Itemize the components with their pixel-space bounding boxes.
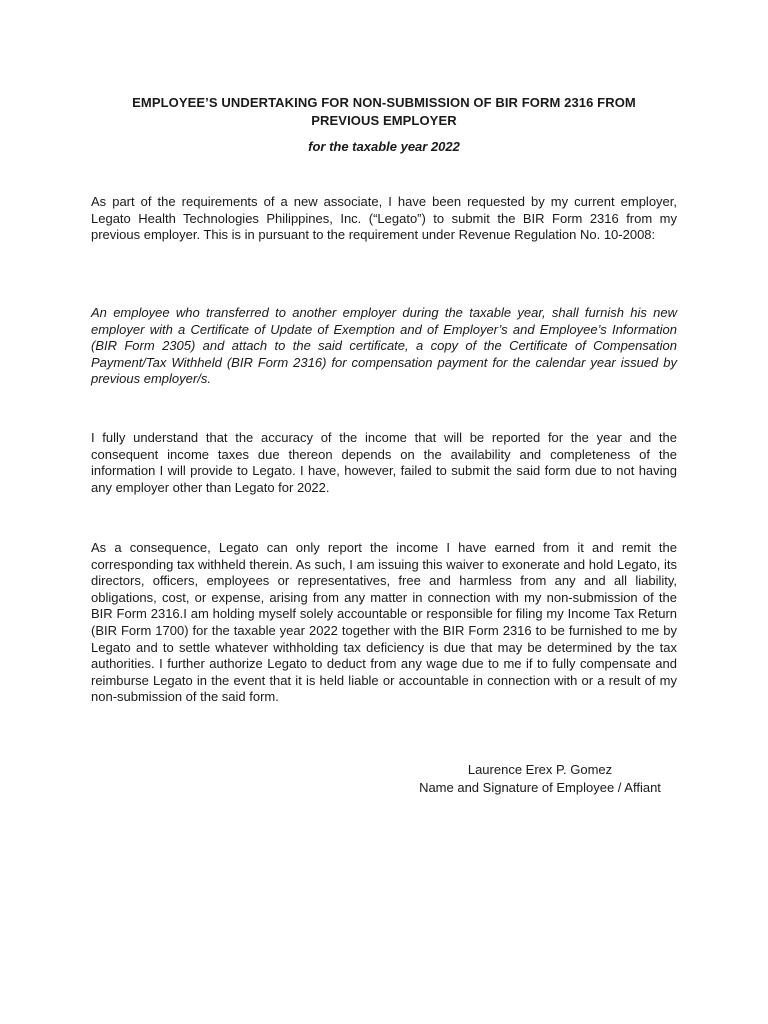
signatory-name: Laurence Erex P. Gomez bbox=[467, 762, 613, 777]
document-subtitle: for the taxable year 2022 bbox=[308, 139, 460, 154]
document-title: EMPLOYEE’S UNDERTAKING FOR NON-SUBMISSION OF BIR FORM 2316 FROM PREVIOUS EMPLOYER bbox=[132, 95, 636, 128]
signature-label: Name and Signature of Employee / Affiant bbox=[419, 780, 661, 795]
paragraph-request: As part of the requirements of a new associate, I have been requested by my current employer, Legato Health Technologies Philippines, Inc. (“Legato”) to submit the BIR Form 2316 from my previous employer. This is in pursuant to the requirement under Revenue Regulation No. 10-2008: bbox=[91, 194, 677, 243]
paragraph-understanding: I fully understand that the accuracy of the income that will be reported for the year and the consequent income taxes due thereon depends on the availability and completeness of the information I will provide to Legato. I have, however, failed to submit the said form due to not having any employer other than Legato for 2022. bbox=[91, 430, 677, 495]
paragraph-waiver: As a consequence, Legato can only report the income I have earned from it and remit the corresponding tax withheld therein. As such, I am issuing this waiver to exonerate and hold Legato, its directors, officers, employees or representatives, free and harmless from any and all liability, obligations, cost, or expense, arising from any matter in connection with my non-submission of the BIR Form 2316.I am holding myself solely accountable or responsible for filing my Income Tax Return (BIR Form 1700) for the taxable year 2022 together with the BIR Form 2316 to be furnished to me by Legato and to settle whatever withholding tax deficiency is due that may be determined by the tax authorities. I further authorize Legato to deduct from any wage due to me if to fully compensate and reimburse Legato in the event that it is held liable or accountable in connection with or a result of my non-submission of the said form. bbox=[91, 540, 677, 705]
paragraph-regulation-quote: An employee who transferred to another employer during the taxable year, shall furnish his new employer with a Certificate of Update of Exemption and of Employer’s and Employee’s Information (BIR Form 2305) and attach to the said certificate, a copy of the Certificate of Compensation Payment/Tax Withheld (BIR Form 2316) for compensation payment for the calendar year issued by previous employer/s. bbox=[91, 305, 677, 387]
signature-block bbox=[408, 761, 672, 797]
